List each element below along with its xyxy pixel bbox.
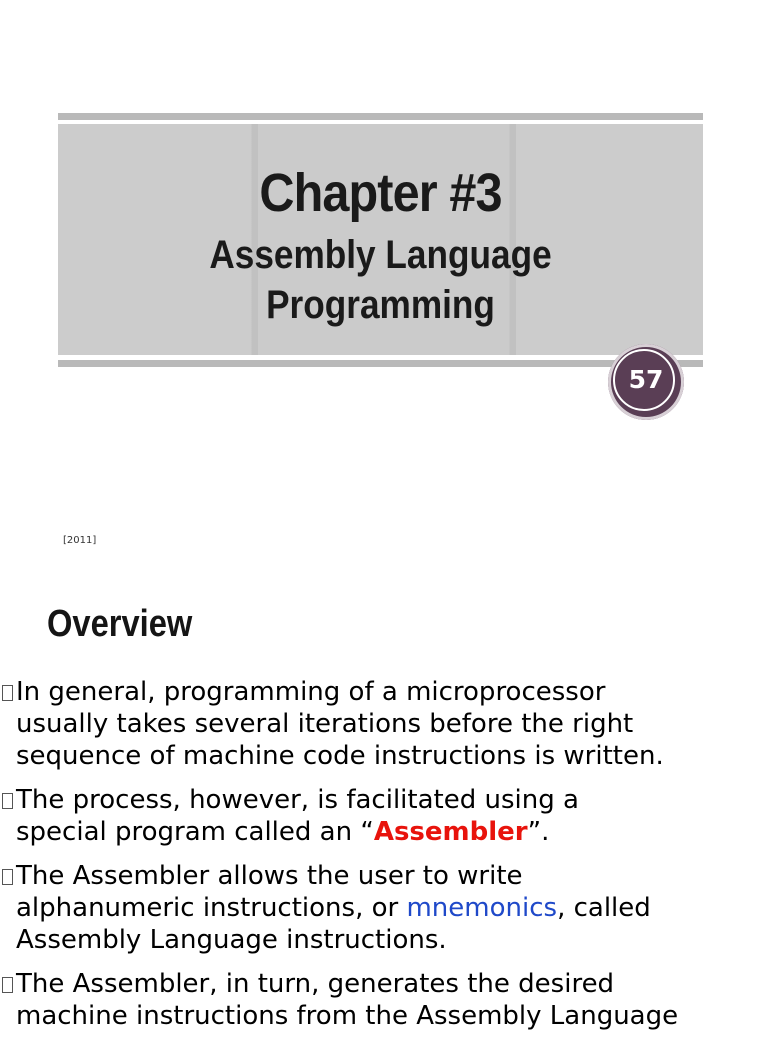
bullet-2-line-1: The process, however, is facilitated using a — [16, 785, 579, 815]
bullet-item-2 — [0, 784, 768, 848]
bullet-marker-icon — [2, 869, 13, 885]
overview-heading: Overview — [47, 603, 193, 645]
chapter-subtitle — [97, 230, 665, 330]
bullet-3-line-1: The Assembler allows the user to write — [16, 861, 523, 891]
bullet-3-line-3: Assembly Language instructions. — [16, 925, 447, 955]
mnemonics-emphasis: mnemonics — [406, 893, 558, 923]
title-banner-top-rule — [58, 113, 703, 120]
bullet-marker-icon — [2, 685, 13, 701]
title-banner — [58, 124, 703, 355]
assembler-emphasis: Assembler — [373, 817, 528, 847]
bullet-1-line-3: sequence of machine code instructions is written. — [16, 741, 664, 771]
chapter-subtitle-line-1: Assembly Language — [209, 233, 552, 277]
bullet-marker-icon — [2, 793, 13, 809]
page-number: 57 — [628, 365, 664, 394]
bullet-marker-icon — [2, 977, 13, 993]
bullet-2-line-2 — [16, 816, 768, 848]
overview-bullet-list — [0, 676, 768, 1044]
bullet-4-line-2: machine instructions from the Assembly Language — [16, 1001, 679, 1031]
year-note: [2011] — [63, 535, 97, 546]
bullet-2-line-2-prefix: special program called an “ — [16, 817, 374, 847]
chapter-subtitle-line-2: Programming — [266, 283, 495, 327]
bullet-1-line-2: usually takes several iterations before the right — [16, 709, 634, 739]
bullet-3-line-2-prefix: alphanumeric instructions, or — [16, 893, 407, 923]
bullet-2-line-2-suffix: ”. — [527, 817, 550, 847]
bullet-item-3 — [0, 860, 768, 956]
page-number-badge — [608, 344, 684, 420]
bullet-3-line-2-suffix: , called — [557, 893, 651, 923]
chapter-heading: Chapter #3 — [259, 163, 502, 223]
bullet-3-line-2 — [16, 892, 768, 924]
bullet-item-1 — [0, 676, 768, 772]
title-banner-bottom-rule — [58, 360, 703, 367]
bullet-item-4 — [0, 968, 768, 1032]
bullet-4-line-1: The Assembler, in turn, generates the desired — [16, 969, 615, 999]
bullet-1-line-1: In general, programming of a microprocessor — [16, 677, 606, 707]
